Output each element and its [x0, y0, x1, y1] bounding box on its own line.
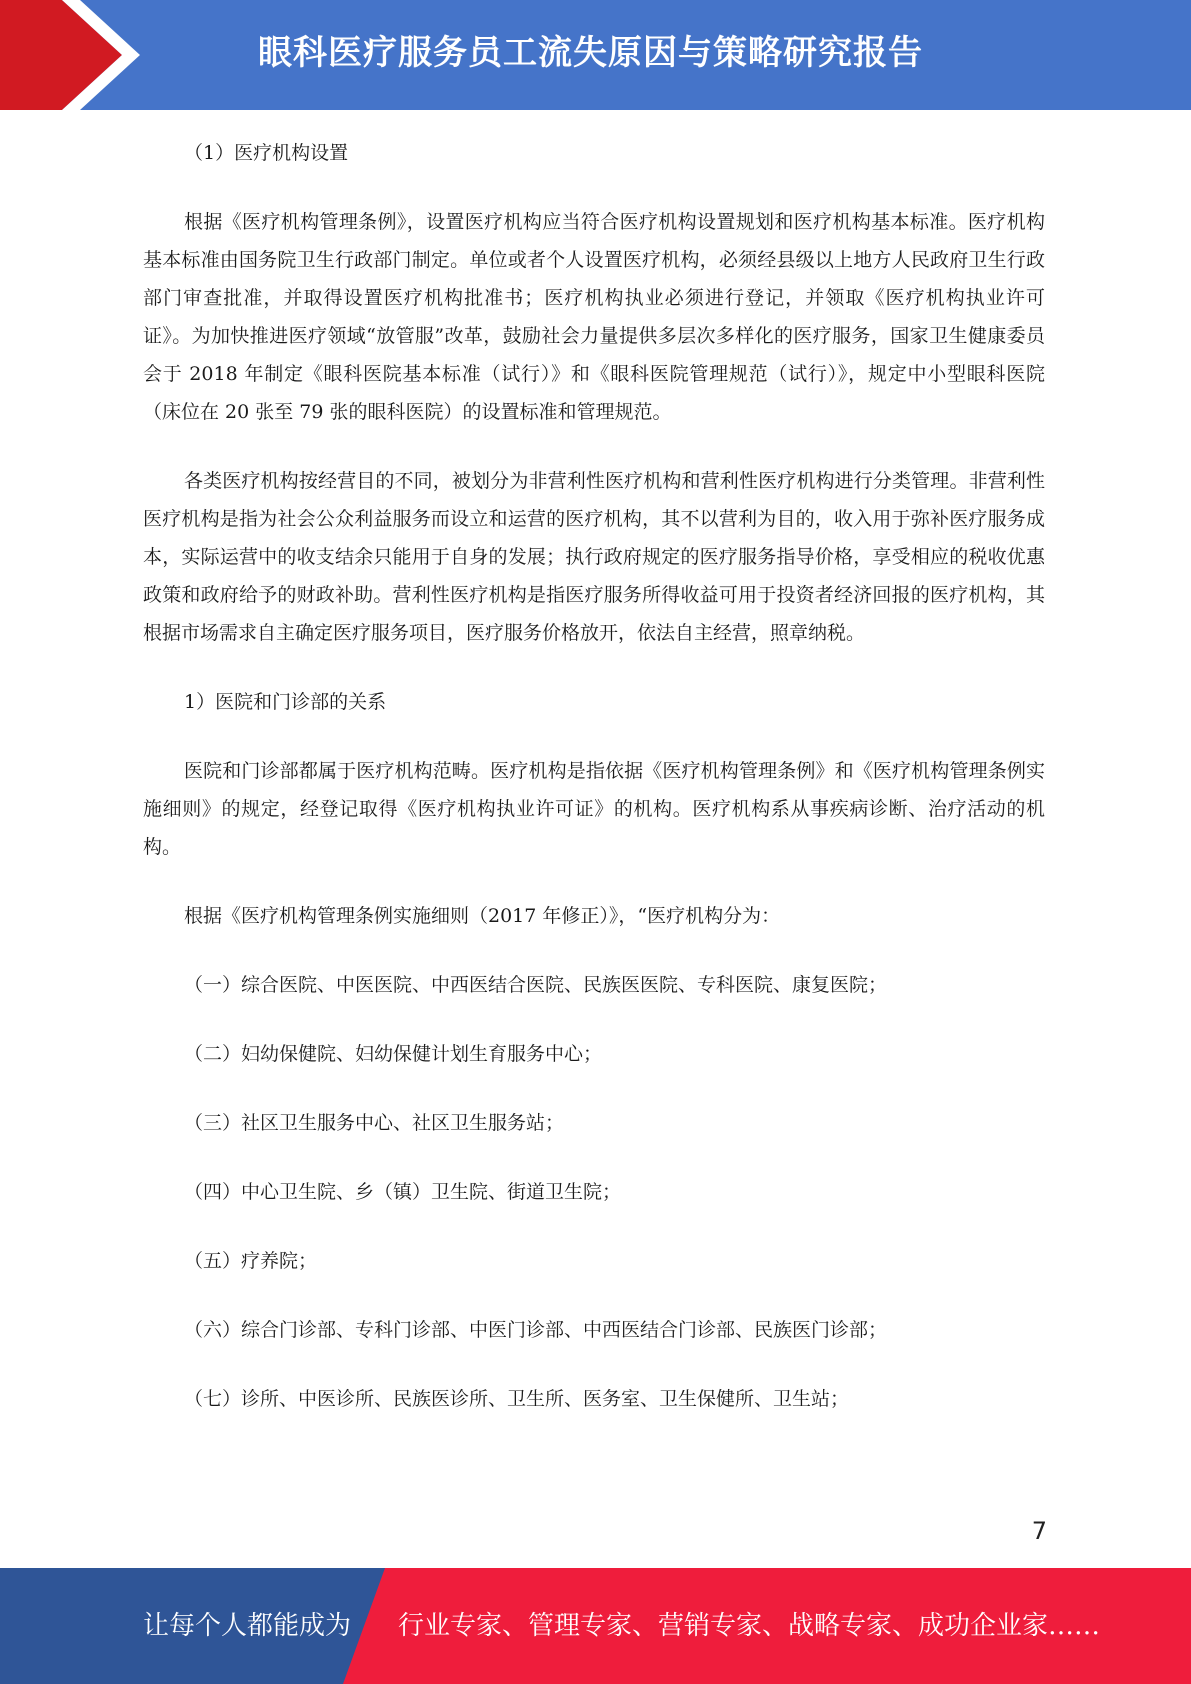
subheading: 1）医院和门诊部的关系 — [184, 691, 387, 713]
chevron-arrow-icon — [0, 0, 160, 110]
list-item: （四）中心卫生院、乡（镇）卫生院、街道卫生院； — [184, 1181, 622, 1203]
page-number: 7 — [1031, 1517, 1047, 1545]
list-item: （五）疗养院； — [184, 1250, 318, 1272]
list-item: （七）诊所、中医诊所、民族医诊所、卫生所、医务室、卫生保健所、卫生站； — [184, 1388, 850, 1410]
paragraph-3: 医院和门诊部都属于医疗机构范畴。医疗机构是指依据《医疗机构管理条例》和《医疗机构管理条例实施细则》的规定，经登记取得《医疗机构执业许可证》的机构。医疗机构系从事疾病诊断、治疗活动的机构。 — [143, 760, 1045, 858]
list-item: （二）妇幼保健院、妇幼保健计划生育服务中心； — [184, 1043, 603, 1065]
paragraph-4: 根据《医疗机构管理条例实施细则（2017 年修正）》，“医疗机构分为： — [184, 905, 781, 927]
list-item: （六）综合门诊部、专科门诊部、中医门诊部、中西医结合门诊部、民族医门诊部； — [184, 1319, 888, 1341]
paragraph-2: 各类医疗机构按经营目的不同，被划分为非营利性医疗机构和营利性医疗机构进行分类管理。非营利性医疗机构是指为社会公众利益服务而设立和运营的医疗机构，其不以营利为目的，收入用于弥补医疗服务成本，实际运营中的收支结余只能用于自身的发展；执行政府规定的医疗服务指导价格，享受相应的税收优惠政策和政府给予的财政补助。营利性医疗机构是指医疗服务所得收益可用于投资者经济回报的医疗机构，其根据市场需求自主确定医疗服务项目，医疗服务价格放开，依法自主经营，照章纳税。 — [143, 470, 1045, 644]
list-item: （三）社区卫生服务中心、社区卫生服务站； — [184, 1112, 565, 1134]
list-item: （一）综合医院、中医医院、中西医结合医院、民族医医院、专科医院、康复医院； — [184, 974, 888, 996]
section-heading: （1）医疗机构设置 — [184, 142, 349, 164]
document-body — [143, 134, 1045, 1449]
page-header — [0, 0, 1191, 110]
footer-slogan-left: 让每个人都能成为 — [143, 1611, 352, 1641]
footer-slogan-right: 行业专家、管理专家、营销专家、战略专家、成功企业家…… — [398, 1611, 1101, 1641]
report-title: 眼科医疗服务员工流失原因与策略研究报告 — [258, 33, 923, 73]
paragraph-1: 根据《医疗机构管理条例》，设置医疗机构应当符合医疗机构设置规划和医疗机构基本标准。医疗机构基本标准由国务院卫生行政部门制定。单位或者个人设置医疗机构，必须经县级以上地方人民政府卫生行政部门审查批准，并取得设置医疗机构批准书；医疗机构执业必须进行登记，并领取《医疗机构执业许可证》。为加快推进医疗领域“放管服”改革，鼓励社会力量提供多层次多样化的医疗服务，国家卫生健康委员会于 2018 年制定《眼科医院基本标准（试行）》和《眼科医院管理规范（试行）》，规定中小型眼科医院（床位在 20 张至 79 张的眼科医院）的设置标准和管理规范。 — [143, 211, 1045, 423]
page-footer — [0, 1568, 1191, 1684]
